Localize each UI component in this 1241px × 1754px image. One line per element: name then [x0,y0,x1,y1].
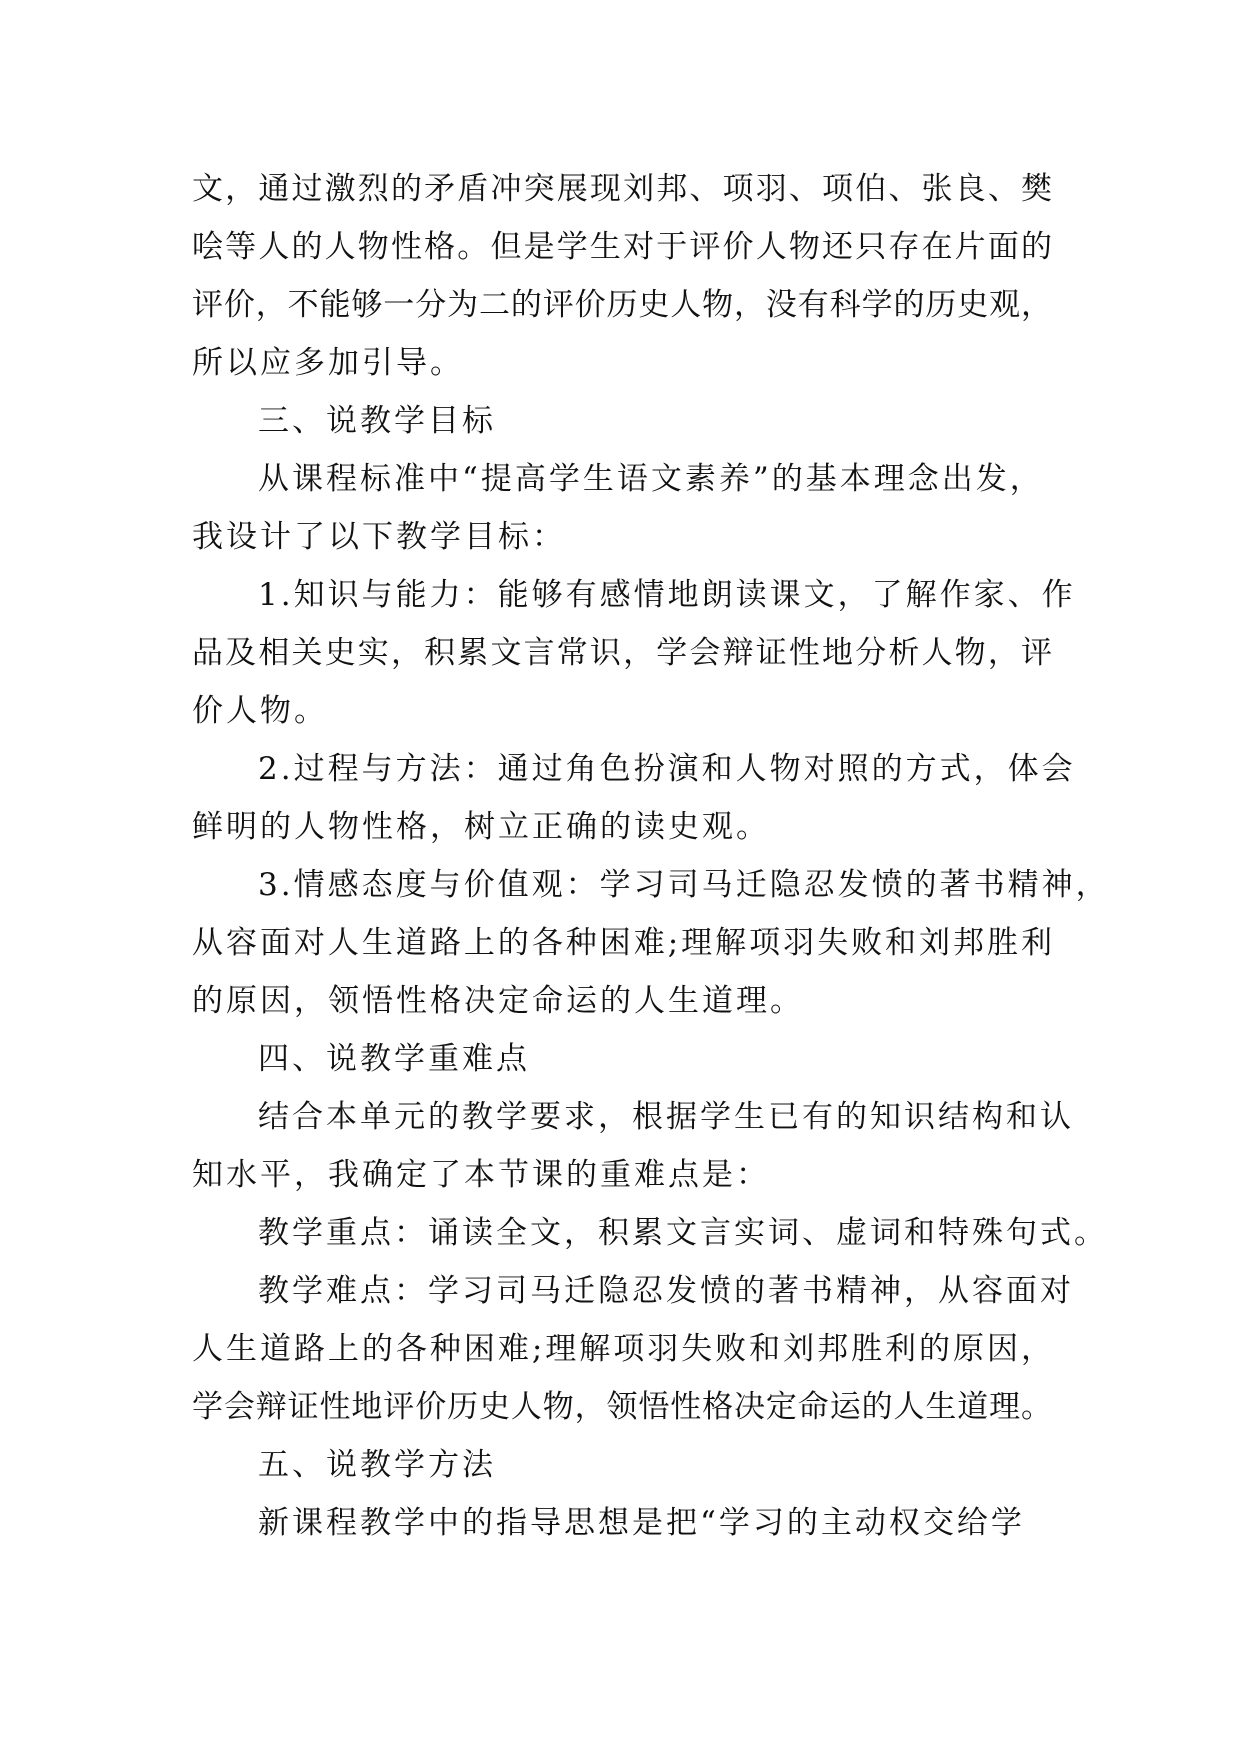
body-text-line: 价人物。 [192,693,328,729]
key-point-line: 教学重点：诵读全文，积累文言实词、虚词和特殊句式。 [258,1215,1108,1251]
body-text-line: 结合本单元的教学要求，根据学生已有的知识结构和认 [258,1099,1074,1135]
section-heading: 三、说教学目标 [258,403,496,439]
body-text-line: 文，通过激烈的矛盾冲突展现刘邦、项羽、项伯、张良、樊 [192,171,1052,207]
body-text-line: 哙等人的人物性格。但是学生对于评价人物还只存在片面的 [192,229,1052,265]
body-text-line: 新课程教学中的指导思想是把“学习的主动权交给学 [258,1505,1025,1541]
body-text-line: 学会辩证性地评价历史人物，领悟性格决定命运的人生道理。 [192,1389,1052,1425]
list-item-line: 1.知识与能力：能够有感情地朗读课文，了解作家、作 [258,577,1076,613]
body-text-line: 鲜明的人物性格，树立正确的读史观。 [192,809,770,845]
list-item-line: 3.情感态度与价值观：学习司马迁隐忍发愤的著书精神， [258,867,1110,903]
body-text-line: 的原因，领悟性格决定命运的人生道理。 [192,983,804,1019]
section-heading: 五、说教学方法 [258,1447,496,1483]
body-text-line: 我设计了以下教学目标： [192,519,566,555]
section-heading: 四、说教学重难点 [258,1041,530,1077]
list-item-line: 2.过程与方法：通过角色扮演和人物对照的方式，体会 [258,751,1076,787]
body-text-line: 品及相关史实，积累文言常识，学会辩证性地分析人物，评 [192,635,1052,671]
body-text-line: 知水平，我确定了本节课的重难点是： [192,1157,770,1193]
body-text-line: 评价，不能够一分为二的评价历史人物，没有科学的历史观， [192,287,1052,323]
difficult-point-line: 教学难点：学习司马迁隐忍发愤的著书精神，从容面对 [258,1273,1074,1309]
body-text-line: 从课程标准中“提高学生语文素养”的基本理念出发， [258,461,1044,497]
document-body [192,160,1110,1552]
body-text-line: 所以应多加引导。 [192,345,464,381]
body-text-line: 人生道路上的各种困难;理解项羽失败和刘邦胜利的原因， [192,1331,1052,1367]
body-text-line: 从容面对人生道路上的各种困难;理解项羽失败和刘邦胜利 [192,925,1052,961]
